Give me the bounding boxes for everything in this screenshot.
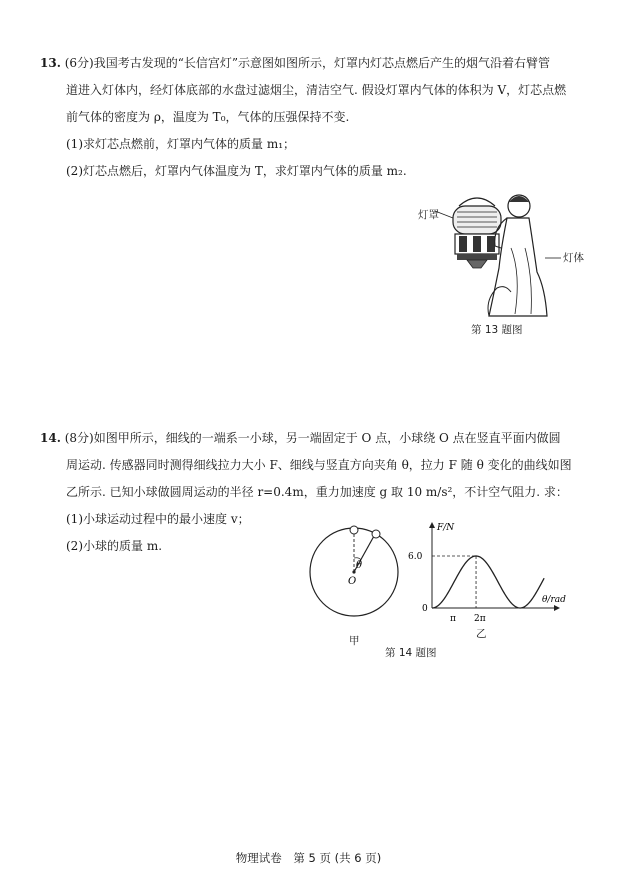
q13-part1: (1)求灯芯点燃前，灯罩内气体的质量 m₁； bbox=[66, 137, 296, 151]
lamp-shade bbox=[453, 206, 501, 234]
q13-stem-text1: 我国考古发现的“长信宫灯”示意图如图所示，灯罩内灯芯点燃后产生的烟气沿着右臂管 bbox=[93, 56, 550, 70]
q13-stem-line2: 道进入灯体内，经灯体底部的水盘过滤烟尘，清洁空气. 假设灯罩内气体的体积为 V，灯芯点燃 bbox=[66, 83, 567, 97]
q14-figure-caption: 第 14 题图 bbox=[385, 647, 437, 659]
ball-top bbox=[350, 526, 358, 534]
pivot-O-label: O bbox=[348, 576, 357, 587]
x-axis-arrow bbox=[554, 605, 560, 611]
q14-stem-line3: 乙所示. 已知小球做圆周运动的半径 r=0.4m，重力加速度 g 取 10 m/s²，不计空气阻力. 求： bbox=[66, 485, 568, 499]
y-axis-arrow bbox=[429, 522, 435, 528]
q13-part2: (2)灯芯点燃后，灯罩内气体温度为 T，求灯罩内气体的质量 m₂. bbox=[66, 164, 407, 178]
figure-jia-label: 甲 bbox=[349, 635, 360, 647]
ball bbox=[372, 530, 380, 538]
y-axis-label: F/N bbox=[437, 523, 455, 533]
q14-stem-text1: 如图甲所示，细线的一端系一小球，另一端固定于 O 点，小球绕 O 点在竖直平面内做圆 bbox=[93, 431, 561, 445]
y-tick-label-max: 6.0 bbox=[408, 552, 423, 562]
x-axis-label: θ/rad bbox=[542, 595, 566, 605]
q14-points: (8分) bbox=[64, 431, 94, 445]
q13-stem-line1 bbox=[40, 50, 588, 77]
question-13 bbox=[40, 50, 588, 185]
figure-body bbox=[489, 218, 547, 316]
figure-yi-chart bbox=[404, 520, 580, 630]
page-footer bbox=[0, 850, 617, 866]
changxin-lamp-illustration bbox=[415, 188, 575, 328]
angle-theta-label: θ bbox=[356, 560, 363, 571]
q14-number: 14. bbox=[40, 431, 61, 445]
q13-stem-line3: 前气体的密度为 ρ，温度为 T₀，气体的压强保持不变. bbox=[66, 110, 350, 124]
q14-stem-line2: 周运动. 传感器同时测得细线拉力大小 F、细线与竖直方向夹角 θ，拉力 F 随 θ 变化的曲线如图 bbox=[66, 458, 572, 472]
origin-label: 0 bbox=[422, 604, 428, 614]
figure-yi-label: 乙 bbox=[476, 628, 487, 640]
lamp-base-plate bbox=[457, 254, 497, 260]
q13-figure-caption: 第 13 题图 bbox=[471, 324, 523, 336]
q13-number: 13. bbox=[40, 56, 61, 70]
x-tick-label-pi: π bbox=[450, 614, 456, 624]
label-lamp-shade: 灯罩 bbox=[418, 209, 439, 221]
label-lamp-body: 灯体 bbox=[563, 252, 584, 264]
force-curve bbox=[432, 556, 544, 608]
lamp-shade-top bbox=[459, 198, 495, 206]
figure-jia-circle bbox=[306, 520, 406, 630]
q13-points: (6分) bbox=[64, 56, 94, 70]
footer-subject: 物理试卷 bbox=[235, 851, 282, 865]
x-tick-label-2pi: 2π bbox=[474, 614, 486, 624]
q14-part2: (2)小球的质量 m. bbox=[66, 539, 163, 553]
footer-page: 第 5 页 (共 6 页) bbox=[293, 851, 382, 865]
q14-part1: (1)小球运动过程中的最小速度 v； bbox=[66, 512, 250, 526]
q14-stem-line1 bbox=[40, 425, 588, 452]
